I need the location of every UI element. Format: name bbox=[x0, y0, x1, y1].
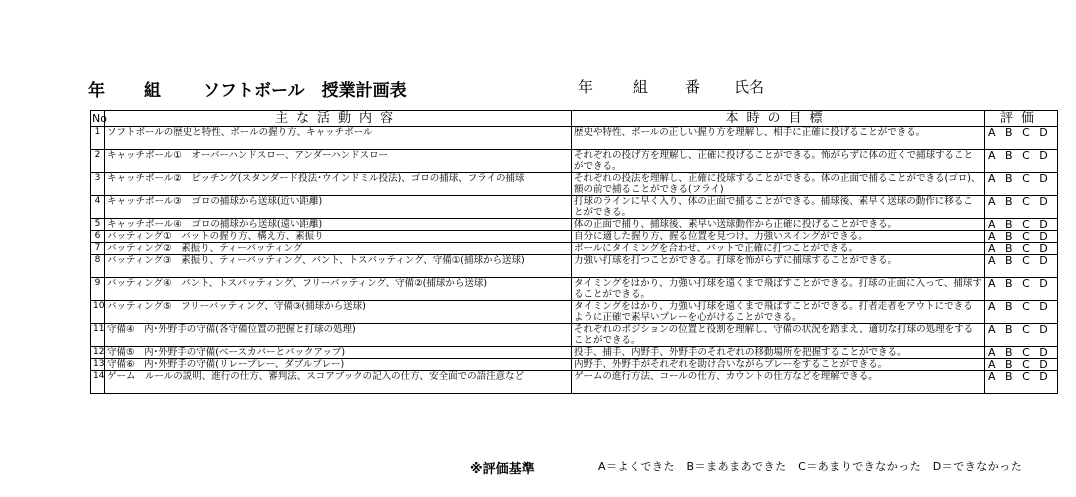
table-row bbox=[91, 278, 1058, 301]
row-goal: それぞれのポジションの位置と役割を理解し、守備の状況を踏まえ、適切な打球の処理をすることができる。 bbox=[572, 324, 985, 347]
student-grade-label: 年 bbox=[578, 78, 594, 96]
table-row bbox=[91, 219, 1058, 231]
row-goal: タイミングをはかり、力強い打球を遠くまで飛ばすことができる。打者走者をアウトにできるように正確で素早いプレーを心がけることができる。 bbox=[572, 301, 985, 324]
row-eval: A B C D bbox=[985, 301, 1058, 324]
row-activity: バッティング① バットの握り方、構え方、素振り bbox=[105, 231, 572, 243]
row-activity: バッティング⑤ フリーバッティング、守備③(捕球から送球) bbox=[105, 301, 572, 324]
row-eval: A B C D bbox=[985, 150, 1058, 173]
row-activity: 守備⑤ 内･外野手の守備(ベースカバーとバックアップ) bbox=[105, 347, 572, 359]
header-eval: 評価 bbox=[985, 111, 1058, 127]
header-activity: 主な活動内容 bbox=[105, 111, 572, 127]
row-goal: 力強い打球を打つことができる。打球を怖がらずに捕球することができる。 bbox=[572, 255, 985, 278]
row-no: 8 bbox=[91, 255, 105, 278]
table-row bbox=[91, 371, 1058, 394]
header-goal: 本時の目標 bbox=[572, 111, 985, 127]
row-no: 1 bbox=[91, 127, 105, 150]
row-goal: それぞれの投げ方を理解し、正確に投げることができる。怖がらずに体の近くで捕球することができる。 bbox=[572, 150, 985, 173]
row-no: 11 bbox=[91, 324, 105, 347]
page-title: ソフトボール 授業計画表 bbox=[203, 81, 407, 101]
legend-title: ※評価基準 bbox=[470, 462, 535, 477]
row-goal: 体の正面で捕り、捕球後、素早い送球動作から正確に投げることができる。 bbox=[572, 219, 985, 231]
row-eval: A B C D bbox=[985, 127, 1058, 150]
row-goal: 打球のラインに早く入り、体の正面で捕ることができる。捕球後、素早く送球の動作に移ることができる。 bbox=[572, 196, 985, 219]
row-eval: A B C D bbox=[985, 324, 1058, 347]
row-eval: A B C D bbox=[985, 231, 1058, 243]
row-activity: キャッチボール② ピッチング(スタンダード投法･ウインドミル投法)、ゴロの捕球、フライの捕球 bbox=[105, 173, 572, 196]
row-eval: A B C D bbox=[985, 278, 1058, 301]
table-row bbox=[91, 196, 1058, 219]
row-no: 12 bbox=[91, 347, 105, 359]
table-row bbox=[91, 324, 1058, 347]
row-no: 9 bbox=[91, 278, 105, 301]
row-no: 10 bbox=[91, 301, 105, 324]
row-no: 3 bbox=[91, 173, 105, 196]
row-no: 14 bbox=[91, 371, 105, 394]
row-activity: 守備④ 内･外野手の守備(各守備位置の把握と打球の処理) bbox=[105, 324, 572, 347]
row-activity: バッティング③ 素振り、ティーバッティング、バント、トスバッティング、守備①(捕球から送球) bbox=[105, 255, 572, 278]
row-goal: 歴史や特性、ボールの正しい握り方を理解し、相手に正確に投げることができる。 bbox=[572, 127, 985, 150]
student-number-label: 番 bbox=[685, 78, 701, 96]
grade-label: 年 bbox=[88, 81, 105, 101]
evaluation-legend bbox=[470, 458, 1023, 477]
row-eval: A B C D bbox=[985, 243, 1058, 255]
row-goal: ボールにタイミングを合わせ、バットで正確に打つことができる。 bbox=[572, 243, 985, 255]
row-eval: A B C D bbox=[985, 371, 1058, 394]
table-row bbox=[91, 347, 1058, 359]
table-row bbox=[91, 231, 1058, 243]
row-eval: A B C D bbox=[985, 196, 1058, 219]
table-header-row bbox=[91, 111, 1058, 127]
row-eval: A B C D bbox=[985, 359, 1058, 371]
lesson-plan-table bbox=[90, 110, 1058, 394]
row-eval: A B C D bbox=[985, 347, 1058, 359]
row-eval: A B C D bbox=[985, 255, 1058, 278]
row-activity: バッティング④ バント、トスバッティング、フリーバッティング、守備②(捕球から送球) bbox=[105, 278, 572, 301]
row-activity: キャッチボール① オーバーハンドスロー、アンダーハンドスロー bbox=[105, 150, 572, 173]
row-activity: 守備⑥ 内･外野手の守備(リレープレー、ダブルプレー) bbox=[105, 359, 572, 371]
table-row bbox=[91, 127, 1058, 150]
page-header bbox=[88, 76, 1048, 100]
table-row bbox=[91, 243, 1058, 255]
row-goal: ゲームの進行方法、コールの仕方、カウントの仕方などを理解できる。 bbox=[572, 371, 985, 394]
class-label: 組 bbox=[144, 81, 161, 101]
row-goal: 内野手、外野手がそれぞれを助け合いながらプレーをすることができる。 bbox=[572, 359, 985, 371]
row-activity: ソフトボールの歴史と特性、ボールの握り方、キャッチボール bbox=[105, 127, 572, 150]
row-no: 2 bbox=[91, 150, 105, 173]
legend-items: A＝よくできた B＝まあまあできた C＝あまりできなかった D＝できなかった bbox=[598, 460, 1023, 473]
row-goal: それぞれの投法を理解し、正確に投球することができる。体の正面で捕ることができる(ゴロ)、額の前で捕ることができる(フライ) bbox=[572, 173, 985, 196]
table-row bbox=[91, 301, 1058, 324]
row-no: 13 bbox=[91, 359, 105, 371]
row-no: 4 bbox=[91, 196, 105, 219]
row-no: 5 bbox=[91, 219, 105, 231]
row-activity: ゲーム ルールの説明、進行の仕方、審判法、スコアブックの記入の仕方、安全面での語注意など bbox=[105, 371, 572, 394]
row-eval: A B C D bbox=[985, 173, 1058, 196]
student-class-label: 組 bbox=[633, 78, 649, 96]
row-activity: バッティング② 素振り、ティーバッティング bbox=[105, 243, 572, 255]
table-row bbox=[91, 359, 1058, 371]
row-goal: タイミングをはかり、力強い打球を遠くまで飛ばすことができる。打球の正面に入って、捕球することができる。 bbox=[572, 278, 985, 301]
row-activity: キャッチボール④ ゴロの捕球から送球(遠い距離) bbox=[105, 219, 572, 231]
table-row bbox=[91, 173, 1058, 196]
table-row bbox=[91, 255, 1058, 278]
student-name-label: 氏名 bbox=[734, 78, 765, 96]
row-no: 7 bbox=[91, 243, 105, 255]
table-row bbox=[91, 150, 1058, 173]
header-no: No bbox=[92, 112, 107, 125]
row-eval: A B C D bbox=[985, 219, 1058, 231]
row-activity: キャッチボール③ ゴロの捕球から送球(近い距離) bbox=[105, 196, 572, 219]
row-goal: 投手、捕手、内野手、外野手のそれぞれの移動場所を把握することができる。 bbox=[572, 347, 985, 359]
row-no: 6 bbox=[91, 231, 105, 243]
row-goal: 自分に適した握り方、握る位置を見つけ、力強いスイングができる。 bbox=[572, 231, 985, 243]
